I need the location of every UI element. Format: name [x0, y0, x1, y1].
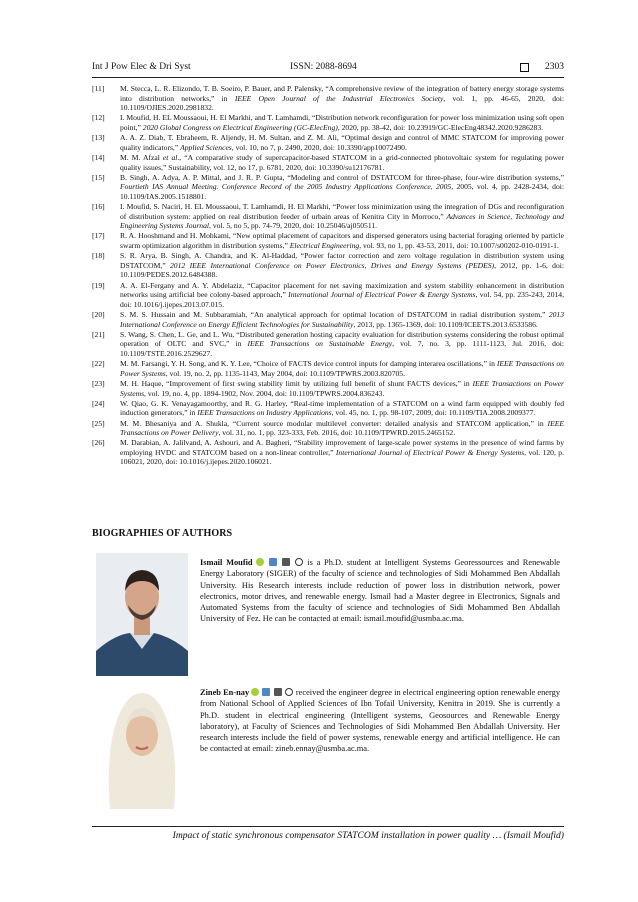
journal-name: Int J Pow Elec & Dri Syst: [92, 62, 191, 72]
orcid-icon[interactable]: [251, 688, 259, 696]
web-of-science-icon[interactable]: [295, 558, 303, 566]
running-header: [92, 62, 564, 76]
reference-item: [11] M. Stecca, L. R. Elizondo, T. B. Soeiro, P. Bauer, and P. Palensky, “A comprehensive review of the integration of battery energy storage systems into distribution networks,” in IEEE Open Journal of the Industrial Electronics Society, vol. 1, pp. 46-65, 2020, doi: 10.1109/OJIES.2020.2981832.: [92, 84, 565, 113]
checkbox-icon: [520, 63, 529, 72]
reference-item: [15] B. Singh, A. Adya, A. P. Mittal, and J. R. P. Gupta, “Modeling and control of DSTATCOM for three-phase, four-wire distribution systems,” Fourtieth IAS Annual Meeting. Conference Record of the 2005 Industry Applications Conference, 2005, 2005, vol. 4, pp. 2428-2434, doi: 10.1109/IAS.2005.1518801.: [92, 172, 564, 201]
reference-item: [19] A. A. El-Fergany and A. Y. Abdelaziz, “Capacitor placement for net saving maximization and system stability enhancement in distribution networks using artificial bee colony-based approach,” International Journal of Electrical Power & Energy Systems, vol. 54, pp. 235-243, 2014, doi: 10.1016/j.ijepes.2013.07.015.: [92, 280, 564, 309]
author-bio-ismail: [200, 557, 560, 625]
reference-item: [18] S. R. Arya, B. Singh, A. Chandra, and K. Al-Haddad, “Power factor correction and zero voltage regulation in distribution system using DSTATCOM,” 2012 IEEE International Conference on Power Electronics, Drives and Energy Systems (PEDES), 2012, pp. 1-6, doi: 10.1109/PEDES.2012.6484388.: [92, 251, 564, 280]
web-of-science-icon[interactable]: [285, 688, 293, 696]
author-bio-text: received the engineer degree in electrical engineering option renewable energy from National School of Applied Sciences of Ibn Tofail University, Kenitra in 2019. She is currently a Ph.D. student in electrical engineering (Intelligent systems, Geosources and Renewable Energy laboratory), at Faculty of Sciences and Technologies of Sidi Mohammed Ben Abdallah University. Her research interests include the field of power systems, renewable energy and artificial intelligence. He can be contacted at email: zineb.ennay@usmba.ac.ma.: [200, 688, 561, 754]
author-bio-zineb: [200, 687, 560, 755]
author-name: Zineb En-nay: [200, 688, 250, 697]
author-name: Ismail Moufid: [200, 558, 253, 567]
reference-item: [12] I. Moufid, H. EL Moussaoui, H. El Markhi, and T. Lamhamdi, “Distribution network reconfiguration for power loss minimization using soft open point,” 2020 Global Congress on Electrical Engineering (GC-ElecEng), 2020, pp. 38-42, doi: 10.23919/GC-ElecEng48342.2020.9286283.: [92, 113, 564, 132]
reference-item: [17] R. A. Hooshmand and H. Mohkami, “New optimal placement of capacitors and dispersed generators using bacterial foraging oriented by particle swarm optimization algorithm in distribution systems,” Electrical Engineering, vol. 93, no 1, pp. 43-53, 2011, doi: 10.1007/s00202-010-0191-1.: [92, 231, 564, 251]
issn: ISSN: 2088-8694: [290, 62, 357, 72]
orcid-icon[interactable]: [256, 558, 264, 566]
reference-item: [20] S. M. S. Hussain and M. Subbaramiah, “An analytical approach for optimal location of DSTATCOM in radial distribution system,” 2013 International Conference on Energy Efficient Technologies for Sustainability, 2013, pp. 1365-1369, doi: 10.1109/ICEETS.2013.6533586.: [92, 310, 564, 329]
reference-item: [24] W. Qiao, G. K. Venayagamoorthy, and R. G. Harley, “Real-time implementation of a STATCOM on a wind farm equipped with doubly fed induction generators,” in IEEE Transactions on Industry Applications, vol. 45, no. 1, pp. 98-107, 2009, doi: 10.1109/TIA.2008.2009377.: [92, 398, 564, 418]
reference-item: [23] M. H. Haque, “Improvement of first swing stability limit by utilizing full benefit of shunt FACTS devices,” in IEEE Transactions on Power Systems, vol. 19, no. 4, pp. 1894-1902, Nov. 2004, doi: 10.1109/TPWRS.2004.836243.: [92, 378, 564, 398]
reference-list: [92, 84, 564, 468]
google-scholar-icon[interactable]: [262, 688, 270, 696]
reference-item: [21] S. Wang, S. Chen, L. Ge, and L. Wu, “Distributed generation hosting capacity evaluation for distribution systems considering the robust optimal operation of OLTC and SVC,” in IEEE Transactions on Sustainable Energy, vol. 7, no. 3, pp. 1111-1123, Jul. 2016, doi: 10.1109/TSTE.2016.2529627.: [92, 329, 564, 358]
reference-item: [13] A. A. Z. Diab, T. Ebraheem, R. Aljendy, H. M. Sultan, and Z. M. Ali, “Optimal design and control of MMC STATCOM for improving power quality indicators,” Applied Sciences, vol. 10, no 7, p. 2490, 2020, doi: 10.3390/app10072490.: [92, 133, 564, 152]
reference-item: [26] M. Darabian, A. Jalilvand, A. Ashouri, and A. Bagheri, “Stability improvement of large-scale power systems in the presence of wind farms by employing HVDC and STATCOM based on a non-linear controller,” International Journal of Electrical Power & Energy Systems, vol. 120, p. 106021, 2020, doi: 10.1016/j.ijepes.2020.106021.: [92, 438, 564, 467]
author-photo-zineb: [96, 683, 188, 809]
reference-item: [16] I. Moufid, S. Naciri, H. EL Moussaoui, T. Lamhamdi, H. El Markhi, “Power loss minimization using the integration of DGs and reconfiguration of distribution system: applied on real distribution feeder of urbain areas of Kenitra City in Morroco,” Advances in Science, Technology and Engineering Systems Journal, vol. 5, no 5, pp. 74-79, 2020, doi: 10.25046/aj050511.: [92, 202, 564, 231]
scopus-icon[interactable]: [282, 558, 290, 566]
reference-item: [22] M. M. Farsangi, Y. H. Song, and K. Y. Lee, “Choice of FACTS device control inputs for damping interarea oscillations,” in IEEE Transactions on Power Systems, vol. 19, no. 2, pp. 1135-1143, May 2004, doi: 10.1109/TPWRS.2003.820705.: [92, 359, 564, 378]
author-photo-ismail: [96, 553, 188, 676]
page-number: 2303: [545, 62, 564, 72]
scopus-icon[interactable]: [274, 688, 282, 696]
biographies-heading: BIOGRAPHIES OF AUTHORS: [92, 528, 233, 539]
reference-item: [25] M. M. Bhesaniya and A. Shukla, “Current source modular multilevel converter: detailed analysis and STATCOM application,” in IEEE Transactions on Power Delivery, vol. 31, no. 1, pp. 323-333, Feb. 2016, doi: 10.1109/TPWRD.2015.2465152.: [92, 418, 564, 438]
header-rule: [92, 77, 564, 78]
reference-item: [14] M. M. Afzal et al., “A comparative study of supercapacitor-based STATCOM in a grid-connected photovoltaic system for regulating power quality issues,” Sustainability, vol. 12, no 17, p. 6781, 2020, doi: 10.3390/su12176781.: [92, 152, 564, 172]
author-bio-text: is a Ph.D. student at Intelligent Systems Georessources and Renewable Energy Laboratory (SIGER) of the faculty of science and technologies of Sidi Mohammed Ben Abdallah University. His Research interests include reduction of power loss in distribution network, power electronics, motor drives, and renewable energy. Ismail had a Master degree in Electronics, Signals and Automated Systems from the faculty of science and technologies of Sidi Mohammed Ben Abdallah University of Fez. He can be contacted at email: ismail.moufid@usmba.ac.ma.: [200, 558, 560, 624]
running-footer: Impact of static synchronous compensator STATCOM installation in power quality … (Ismail Moufid): [172, 830, 564, 841]
footer-rule: [92, 826, 564, 827]
google-scholar-icon[interactable]: [269, 558, 277, 566]
